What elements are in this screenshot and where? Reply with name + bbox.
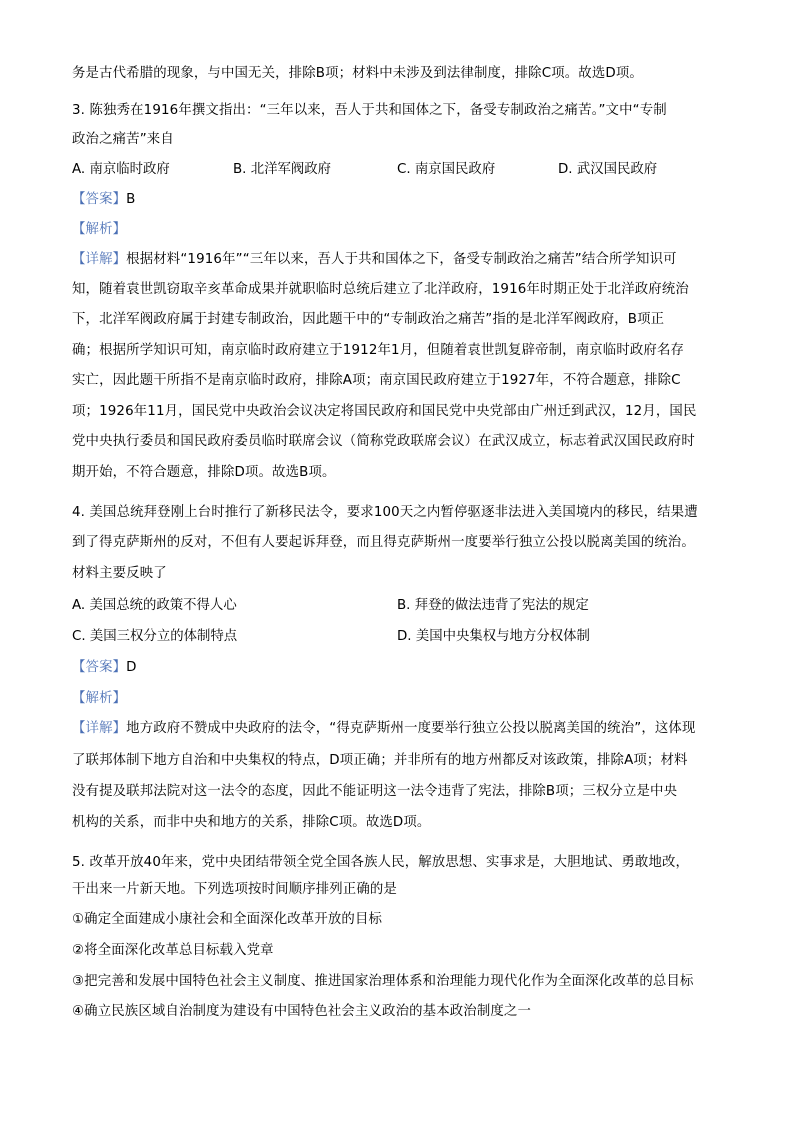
- q3-detail-line-2: 知，随着袁世凯窃取辛亥革命成果并就职临时总统后建立了北洋政府，1916年时期正处于北洋政府统治: [72, 282, 689, 297]
- q3-detail-line-5: 实亡，因此题干所指不是南京临时政府，排除A项；南京国民政府建立于1927年，不符合题意，排除C: [72, 373, 681, 388]
- q3-detail-text-1: 根据材料“1916年”“三年以来，吾人于共和国体之下，备受专制政治之痛苦”结合所学知识可: [126, 252, 677, 267]
- q4-detail-line-1: [72, 719, 724, 739]
- answer-tag: 【答案】: [72, 660, 127, 675]
- q4-stem-line-1: 4. 美国总统拜登刚上台时推行了新移民法令，要求100天之内暂停驱逐非法进入美国境内的移民，结果遭: [72, 505, 698, 520]
- answer-tag: 【答案】: [72, 192, 127, 207]
- q5-stem-line-1: 5. 改革开放40年来，党中央团结带领全党全国各族人民，解放思想、实事求是，大胆地试、勇敢地改，: [72, 855, 690, 870]
- q3-option-d: D. 武汉国民政府: [558, 162, 658, 177]
- q4-detail-text-1: 地方政府不赞成中央政府的法令，“得克萨斯州一度要举行独立公投以脱离美国的统治”，这体现: [126, 721, 696, 736]
- detail-tag: 【详解】: [72, 721, 127, 736]
- q3-option-c: C. 南京国民政府: [397, 162, 496, 177]
- q3-stem-line-2: 政治之痛苦”来自: [72, 132, 174, 147]
- q4-detail-line-3: 没有提及联邦法院对这一法令的态度，因此不能证明这一法令违背了宪法，排除B项；三权分立是中央: [72, 784, 678, 799]
- q4-stem-line-3: 材料主要反映了: [72, 566, 167, 581]
- q5-item-4: ④确立民族区域自治制度为建设有中国特色社会主义政治的基本政治制度之一: [72, 1004, 531, 1019]
- q4-detail-line-2: 了联邦体制下地方自治和中央集权的特点，D项正确；并非所有的地方州都反对该政策，排除A项；材料: [72, 753, 688, 768]
- q5-item-2: ②将全面深化改革总目标载入党章: [72, 943, 274, 958]
- detail-tag: 【详解】: [72, 252, 127, 267]
- q5-item-3: ③把完善和发展中国特色社会主义制度、推进国家治理体系和治理能力现代化作为全面深化改革的总目标: [72, 974, 694, 989]
- q4-option-c: C. 美国三权分立的体制特点: [72, 629, 238, 644]
- q4-answer-line: [72, 658, 724, 678]
- q5-stem-line-2: 干出来一片新天地。下列选项按时间顺序排列正确的是: [72, 882, 397, 897]
- q3-answer-value: B: [126, 192, 136, 207]
- q3-analysis-line: [72, 220, 724, 240]
- q3-detail-line-3: 下，北洋军阀政府属于封建专制政治，因此题干中的“专制政治之痛苦”指的是北洋军阀政府，B项正: [72, 312, 665, 327]
- q4-option-a: A. 美国总统的政策不得人心: [72, 598, 237, 613]
- q4-answer-value: D: [126, 660, 137, 675]
- q3-option-b: B. 北洋军阀政府: [233, 162, 332, 177]
- analysis-tag: 【解析】: [72, 691, 127, 706]
- q3-detail-line-1: [72, 250, 724, 270]
- q4-option-d: D. 美国中央集权与地方分权体制: [397, 629, 590, 644]
- analysis-tag: 【解析】: [72, 222, 127, 237]
- previous-analysis-continuation: 务是古代希腊的现象，与中国无关，排除B项；材料中未涉及到法律制度，排除C项。故选D项。: [72, 66, 643, 81]
- q3-option-a: A. 南京临时政府: [72, 162, 170, 177]
- q5-item-1: ①确定全面建成小康社会和全面深化改革开放的目标: [72, 912, 383, 927]
- q4-stem-line-2: 到了得克萨斯州的反对，不但有人要起诉拜登，而且得克萨斯州一度要举行独立公投以脱离美国的统治。: [72, 535, 695, 550]
- q4-option-b: B. 拜登的做法违背了宪法的规定: [397, 598, 589, 613]
- q3-detail-line-6: 项；1926年11月，国民党中央政治会议决定将国民政府和国民党中央党部由广州迁到武汉，12月，国民: [72, 404, 697, 419]
- q3-detail-line-7: 党中央执行委员和国民政府委员临时联席会议（简称党政联席会议）在武汉成立，标志着武汉国民政府时: [72, 434, 695, 449]
- q4-analysis-line: [72, 689, 724, 709]
- q3-detail-line-8: 期开始，不符合题意，排除D项。故选B项。: [72, 465, 336, 480]
- q3-detail-line-4: 确；根据所学知识可知，南京临时政府建立于1912年1月，但随着袁世凯复辟帝制，南京临时政府名存: [72, 343, 685, 358]
- q3-stem-line-1: 3. 陈独秀在1916年撰文指出：“三年以来，吾人于共和国体之下，备受专制政治之痛苦。”文中“专制: [72, 103, 667, 118]
- q4-detail-line-4: 机构的关系，而非中央和地方的关系，排除C项。故选D项。: [72, 815, 431, 830]
- q3-answer-line: [72, 190, 724, 210]
